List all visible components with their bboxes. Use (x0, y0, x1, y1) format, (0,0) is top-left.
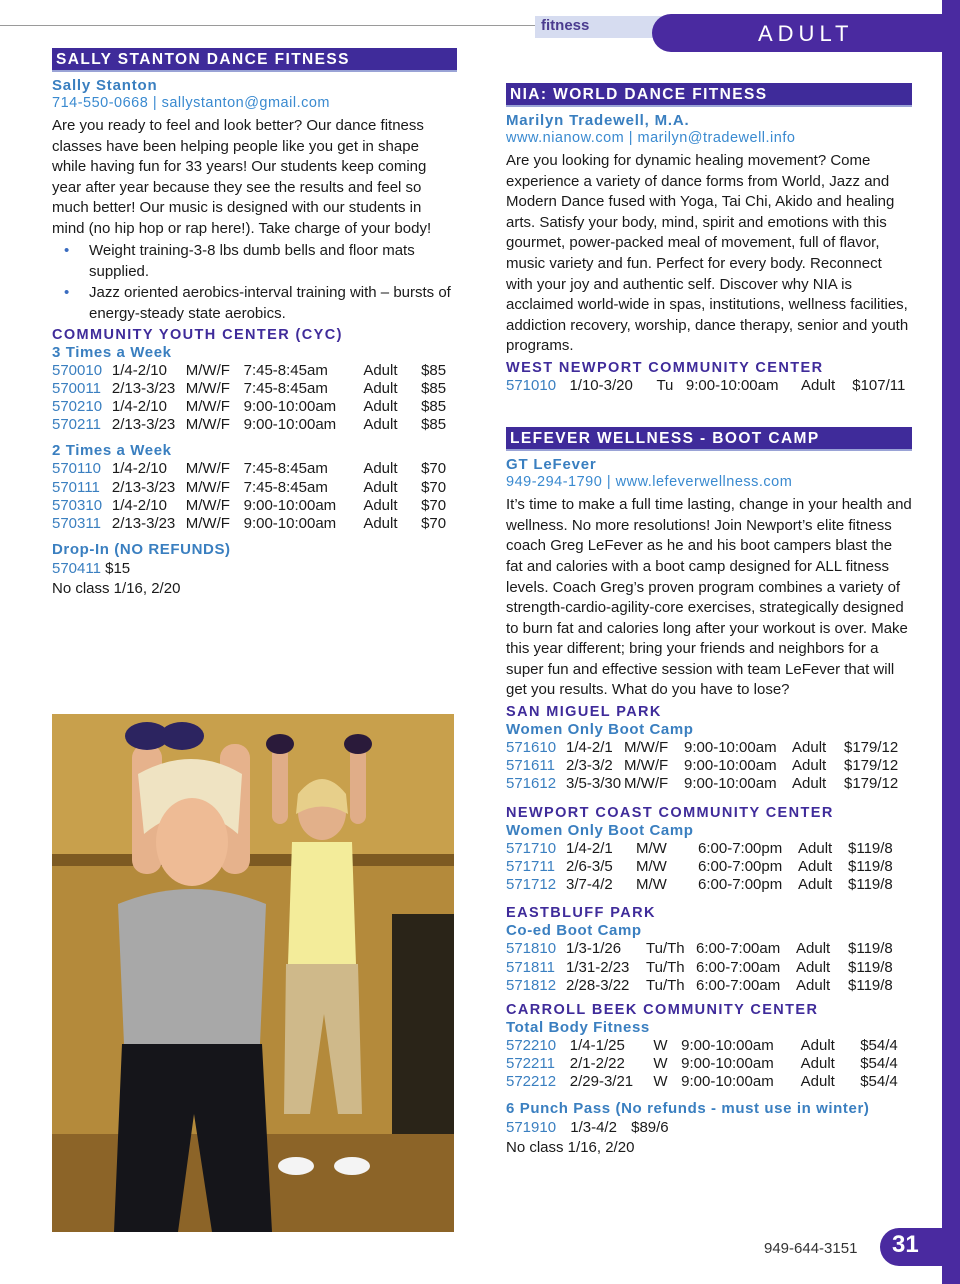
age-group: Adult (800, 1073, 835, 1091)
table-row (506, 1055, 912, 1073)
feature-list (52, 240, 457, 324)
date-range: 1/4-2/10 (111, 496, 167, 514)
instructor-contact: 949-294-1790 | www.lefeverwellness.com (506, 474, 793, 491)
instructor-name: Sally Stanton (52, 77, 158, 94)
date-range: 1/31-2/23 (566, 958, 630, 976)
section-title: SALLY STANTON DANCE FITNESS (52, 48, 457, 72)
fee: $85 (421, 416, 447, 434)
fee: $54/4 (860, 1073, 898, 1091)
instructor-name: Marilyn Tradewell, M.A. (506, 112, 690, 129)
instructor-contact: www.nianow.com | marilyn@tradewell.info (506, 130, 796, 146)
class-code: 571910 (506, 1118, 557, 1136)
description: Are you ready to feel and look better? Our dance fitness classes have been helping people like you get in shape while having fun for 33 years! Our students keep coming year after year because they see the results and feel so much better! Our music is designed with our students in mind (no hip hop or rap here!). Take charge of your body! (52, 117, 432, 237)
table-row (52, 460, 457, 478)
fee: $85 (421, 397, 447, 415)
class-code: 572211 (506, 1055, 555, 1073)
section-title: LEFEVER WELLNESS - BOOT CAMP (506, 427, 912, 451)
age-group: Adult (798, 876, 833, 894)
class-table (506, 840, 906, 895)
fee: $70 (421, 496, 447, 514)
date-range: 2/13-3/23 (111, 514, 176, 532)
age-group: Adult (796, 958, 831, 976)
no-class-note: No class 1/16, 2/20 (52, 580, 181, 598)
date-range: 1/4-2/1 (566, 839, 613, 857)
class-code: 571711 (506, 857, 555, 875)
table-row (506, 1037, 912, 1055)
fitness-photo (52, 714, 454, 1232)
date-range: 2/13-3/23 (111, 379, 176, 397)
program-label: Women Only Boot Camp (506, 721, 694, 739)
table-row (506, 377, 912, 395)
dropin-row (52, 559, 457, 578)
time: 7:45-8:45am (243, 478, 328, 496)
days: M/W/F (185, 460, 230, 478)
days: M/W/F (185, 496, 230, 514)
fee: $119/8 (848, 976, 893, 994)
no-class-note: No class 1/16, 2/20 (506, 1138, 635, 1156)
class-code: 570310 (52, 496, 103, 514)
right-edge-bar (942, 0, 960, 1284)
date-range: 2/6-3/5 (566, 857, 613, 875)
table-row (52, 416, 457, 434)
date-range: 1/4-2/10 (111, 397, 167, 415)
table-row (52, 515, 457, 533)
date-range: 2/3-3/2 (566, 757, 613, 775)
table-row (506, 775, 906, 793)
age-group: Adult (792, 775, 827, 793)
punch-pass-dates: 1/3-4/2 (570, 1118, 617, 1136)
class-code: 570411 (52, 560, 101, 578)
program-label: Women Only Boot Camp (506, 821, 694, 839)
location-name: SAN MIGUEL PARK (506, 704, 662, 721)
class-code: 570110 (52, 460, 101, 478)
program-label: Co-ed Boot Camp (506, 922, 642, 940)
table-row (506, 876, 906, 894)
days: Tu (656, 376, 674, 394)
description: It’s time to make a full time lasting, change in your health and wellness. No more resolutions! Join Newport’s elite fitness coach Greg LeFever as he and his boot campers blast the fat and calories with a boot camp designed for ALL fitness levels. Coach Greg’s proven program combines a variety of strength-cardio-agility-core exercises, strategically designed to burn fat and calories long after your workout is over. Make this year different; bring your friends and neighbors for a super fun and effective session with team LeFever that will get you results. What do you have to lose? (506, 496, 912, 699)
days: W (653, 1036, 668, 1054)
age-group: Adult (363, 397, 398, 415)
fee: $54/4 (860, 1036, 898, 1054)
table-row (506, 840, 906, 858)
class-code: 570211 (52, 416, 101, 434)
date-range: 2/28-3/22 (566, 976, 630, 994)
table-row (506, 959, 906, 977)
time: 9:00-10:00am (243, 514, 337, 532)
date-range: 1/4-2/1 (566, 739, 613, 757)
fee: $70 (421, 478, 447, 496)
age-group: Adult (796, 976, 831, 994)
table-row (506, 1073, 912, 1091)
date-range: 1/4-2/10 (111, 361, 167, 379)
table-row (52, 479, 457, 497)
days: M/W/F (185, 478, 230, 496)
punch-pass-price: $89/6 (631, 1118, 669, 1136)
location-name: EASTBLUFF PARK (506, 905, 656, 922)
age-group: Adult (363, 514, 398, 532)
page-number: 31 (892, 1231, 919, 1258)
bullet-icon: • (64, 241, 70, 259)
fee: $119/8 (848, 839, 893, 857)
table-row (506, 739, 906, 757)
fee: $85 (421, 379, 447, 397)
days: Tu/Th (646, 958, 685, 976)
time: 9:00-10:00am (681, 1036, 774, 1054)
instructor-contact: 714-550-0668 | sallystanton@gmail.com (52, 95, 330, 111)
days: M/W/F (624, 739, 669, 757)
age-group: Adult (800, 376, 836, 394)
section-title: NIA: WORLD DANCE FITNESS (506, 83, 912, 107)
days: M/W/F (185, 397, 230, 415)
fee: $179/12 (844, 757, 899, 775)
dropin-price: $15 (105, 560, 131, 578)
days: W (653, 1073, 668, 1091)
days: M/W/F (624, 775, 669, 793)
right-column (506, 83, 912, 1158)
class-code: 571811 (506, 958, 555, 976)
date-range: 2/1-2/22 (569, 1055, 625, 1073)
time: 6:00-7:00am (696, 940, 781, 958)
class-table (506, 1037, 912, 1092)
class-code: 571612 (506, 775, 557, 793)
header-rule (0, 25, 540, 26)
days: M/W/F (624, 757, 669, 775)
time: 9:00-10:00am (684, 775, 777, 793)
age-group: Adult (800, 1055, 835, 1073)
fee: $54/4 (860, 1055, 898, 1073)
table-row (52, 497, 457, 515)
date-range: 2/13-3/23 (111, 416, 176, 434)
table-row (506, 858, 906, 876)
date-range: 2/13-3/23 (111, 478, 176, 496)
date-range: 1/3-1/26 (566, 940, 622, 958)
fee: $119/8 (848, 876, 893, 894)
time: 6:00-7:00pm (698, 839, 783, 857)
time: 9:00-10:00am (243, 397, 337, 415)
class-table (506, 739, 906, 794)
location-name: COMMUNITY YOUTH CENTER (CYC) (52, 326, 343, 343)
location-name: CARROLL BEEK COMMUNITY CENTER (506, 1001, 819, 1018)
fee: $107/11 (852, 376, 906, 394)
age-group: Adult (792, 757, 827, 775)
age-group: Adult (796, 940, 831, 958)
page-number-badge (880, 1228, 942, 1266)
class-code: 572210 (506, 1036, 557, 1054)
time: 9:00-10:00am (684, 739, 777, 757)
time: 9:00-10:00am (243, 496, 337, 514)
fitness-photo-illustration (52, 714, 454, 1232)
fee: $119/8 (848, 940, 893, 958)
time: 6:00-7:00am (696, 958, 781, 976)
class-code: 571010 (506, 376, 557, 394)
class-code: 570311 (52, 514, 101, 532)
age-group: Adult (792, 739, 827, 757)
class-code: 572212 (506, 1073, 557, 1091)
class-code: 571812 (506, 976, 557, 994)
dropin-label: Drop-In (NO REFUNDS) (52, 541, 231, 559)
age-group: Adult (363, 460, 398, 478)
age-group: Adult (363, 496, 398, 514)
fee: $70 (421, 460, 447, 478)
list-item-text: Weight training-3-8 lbs dumb bells and floor mats supplied. (89, 241, 415, 280)
location-name: NEWPORT COAST COMMUNITY CENTER (506, 804, 834, 821)
table-row (506, 940, 906, 958)
time: 6:00-7:00pm (698, 876, 783, 894)
class-table (52, 362, 457, 435)
class-table (506, 940, 906, 995)
class-code: 571611 (506, 757, 555, 775)
age-group: Adult (800, 1036, 835, 1054)
punch-pass-row (506, 1118, 912, 1137)
class-table (506, 377, 912, 395)
age-group: Adult (363, 416, 398, 434)
time: 9:00-10:00am (243, 416, 337, 434)
fee: $179/12 (844, 775, 899, 793)
time: 6:00-7:00pm (698, 857, 783, 875)
list-item (64, 240, 457, 282)
footer-phone: 949-644-3151 (764, 1240, 858, 1257)
age-group: Adult (798, 839, 833, 857)
days: M/W/F (185, 514, 230, 532)
list-item (64, 282, 457, 324)
days: M/W/F (185, 416, 230, 434)
location-name: WEST NEWPORT COMMUNITY CENTER (506, 359, 824, 376)
bullet-icon: • (64, 283, 70, 301)
fee: $119/8 (848, 857, 893, 875)
table-row (506, 977, 906, 995)
program-label: Total Body Fitness (506, 1018, 650, 1036)
section-tab-label: fitness (541, 17, 590, 34)
table-row (52, 380, 457, 398)
age-group: Adult (798, 857, 833, 875)
audience-tab-label: ADULT (758, 21, 854, 46)
age-group: Adult (363, 361, 398, 379)
class-code: 570011 (52, 379, 101, 397)
age-group: Adult (363, 379, 398, 397)
group-label: 2 Times a Week (52, 442, 172, 460)
days: M/W (636, 839, 667, 857)
class-code: 571610 (506, 739, 557, 757)
age-group: Adult (363, 478, 398, 496)
class-code: 570210 (52, 397, 103, 415)
group-label: 3 Times a Week (52, 343, 172, 361)
list-item-text: Jazz oriented aerobics-interval training with – bursts of energy-steady state aerobics. (89, 283, 451, 322)
time: 6:00-7:00am (696, 976, 781, 994)
time: 9:00-10:00am (681, 1055, 774, 1073)
days: M/W (636, 857, 667, 875)
punch-pass-label: 6 Punch Pass (No refunds - must use in winter) (506, 1099, 870, 1117)
audience-tab (652, 14, 942, 52)
class-code: 570111 (52, 478, 100, 496)
class-code: 571710 (506, 839, 557, 857)
date-range: 1/10-3/20 (569, 376, 633, 394)
fee: $179/12 (844, 739, 899, 757)
class-code: 571810 (506, 940, 557, 958)
instructor-name: GT LeFever (506, 456, 597, 474)
table-row (52, 362, 457, 380)
days: M/W/F (185, 379, 230, 397)
date-range: 3/7-4/2 (566, 876, 613, 894)
class-table (52, 460, 457, 533)
time: 9:00-10:00am (685, 376, 779, 394)
time: 9:00-10:00am (684, 757, 777, 775)
class-code: 570010 (52, 361, 103, 379)
class-code: 571712 (506, 876, 557, 894)
days: Tu/Th (646, 976, 685, 994)
time: 7:45-8:45am (243, 460, 328, 478)
fee: $70 (421, 514, 447, 532)
time: 7:45-8:45am (243, 379, 328, 397)
description: Are you looking for dynamic healing movement? Come experience a variety of dance forms from World, Jazz and Modern Dance fused with Yoga, Tai Chi, Akido and healing arts. Satisfy your body, mind, spirit and emotions with this gourmet, power-packed meal of movement, full of flavor, music variety and fun. Perfect for every body. Reconnect with your joy and authentic self. Discover why NIA is acclaimed world-wide in spas, institutions, wellness facilities, addiction recovery, worship, dance therapy, senior and youth programs. (506, 152, 909, 355)
fee: $85 (421, 361, 447, 379)
days: M/W/F (185, 361, 230, 379)
days: W (653, 1055, 668, 1073)
sally-stanton-section (52, 48, 457, 599)
date-range: 1/4-2/10 (111, 460, 167, 478)
time: 7:45-8:45am (243, 361, 328, 379)
date-range: 3/5-3/30 (566, 775, 622, 793)
days: Tu/Th (646, 940, 685, 958)
time: 9:00-10:00am (681, 1073, 774, 1091)
table-row (506, 757, 906, 775)
table-row (52, 398, 457, 416)
days: M/W (636, 876, 667, 894)
date-range: 1/4-1/25 (569, 1036, 625, 1054)
date-range: 2/29-3/21 (569, 1073, 634, 1091)
fee: $119/8 (848, 958, 893, 976)
